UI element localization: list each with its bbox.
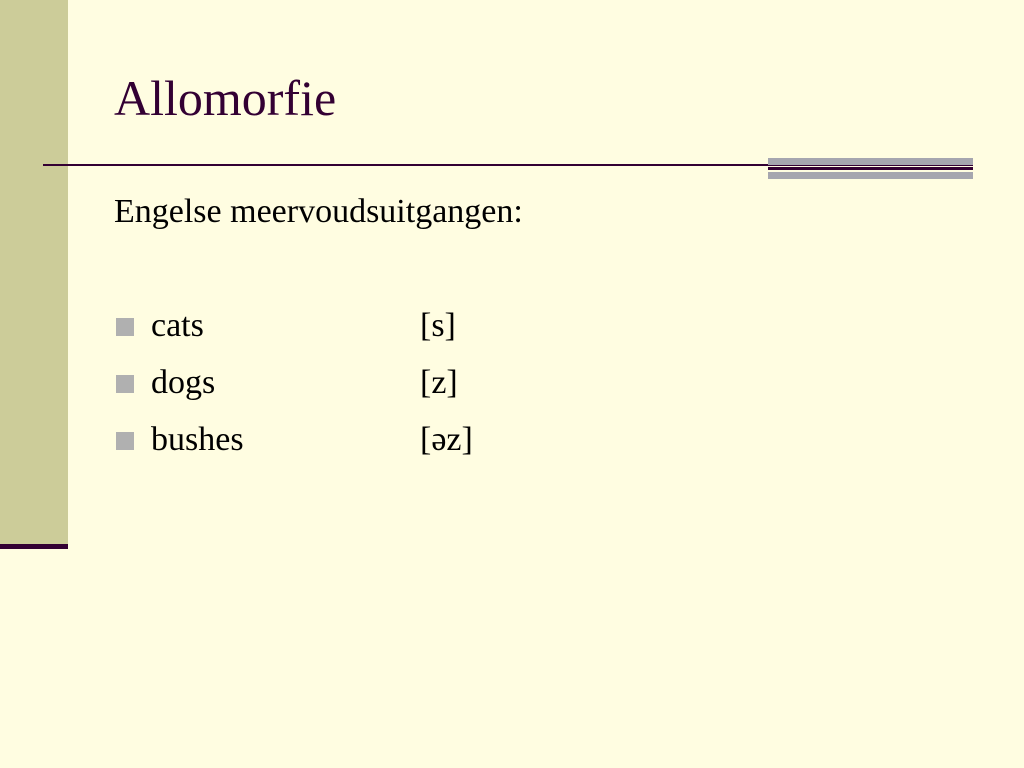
accent-band-top <box>768 158 973 165</box>
sidebar-footer-line <box>0 544 68 549</box>
list-item-ipa: [z] <box>420 364 458 401</box>
accent-band-middle <box>768 167 973 170</box>
square-bullet-icon <box>116 432 134 450</box>
square-bullet-icon <box>116 375 134 393</box>
list-item-word: cats <box>151 307 204 344</box>
list-item-word: bushes <box>151 421 244 458</box>
slide-title: Allomorfie <box>114 70 337 126</box>
accent-band-bottom <box>768 172 973 179</box>
square-bullet-icon <box>116 318 134 336</box>
intro-text: Engelse meervoudsuitgangen: <box>114 193 523 230</box>
list-item-ipa: [s] <box>420 307 456 344</box>
list-item-ipa: [əz] <box>420 421 473 458</box>
title-accent-bands <box>768 158 973 179</box>
list-item-word: dogs <box>151 364 216 401</box>
sidebar-decoration <box>0 0 68 545</box>
